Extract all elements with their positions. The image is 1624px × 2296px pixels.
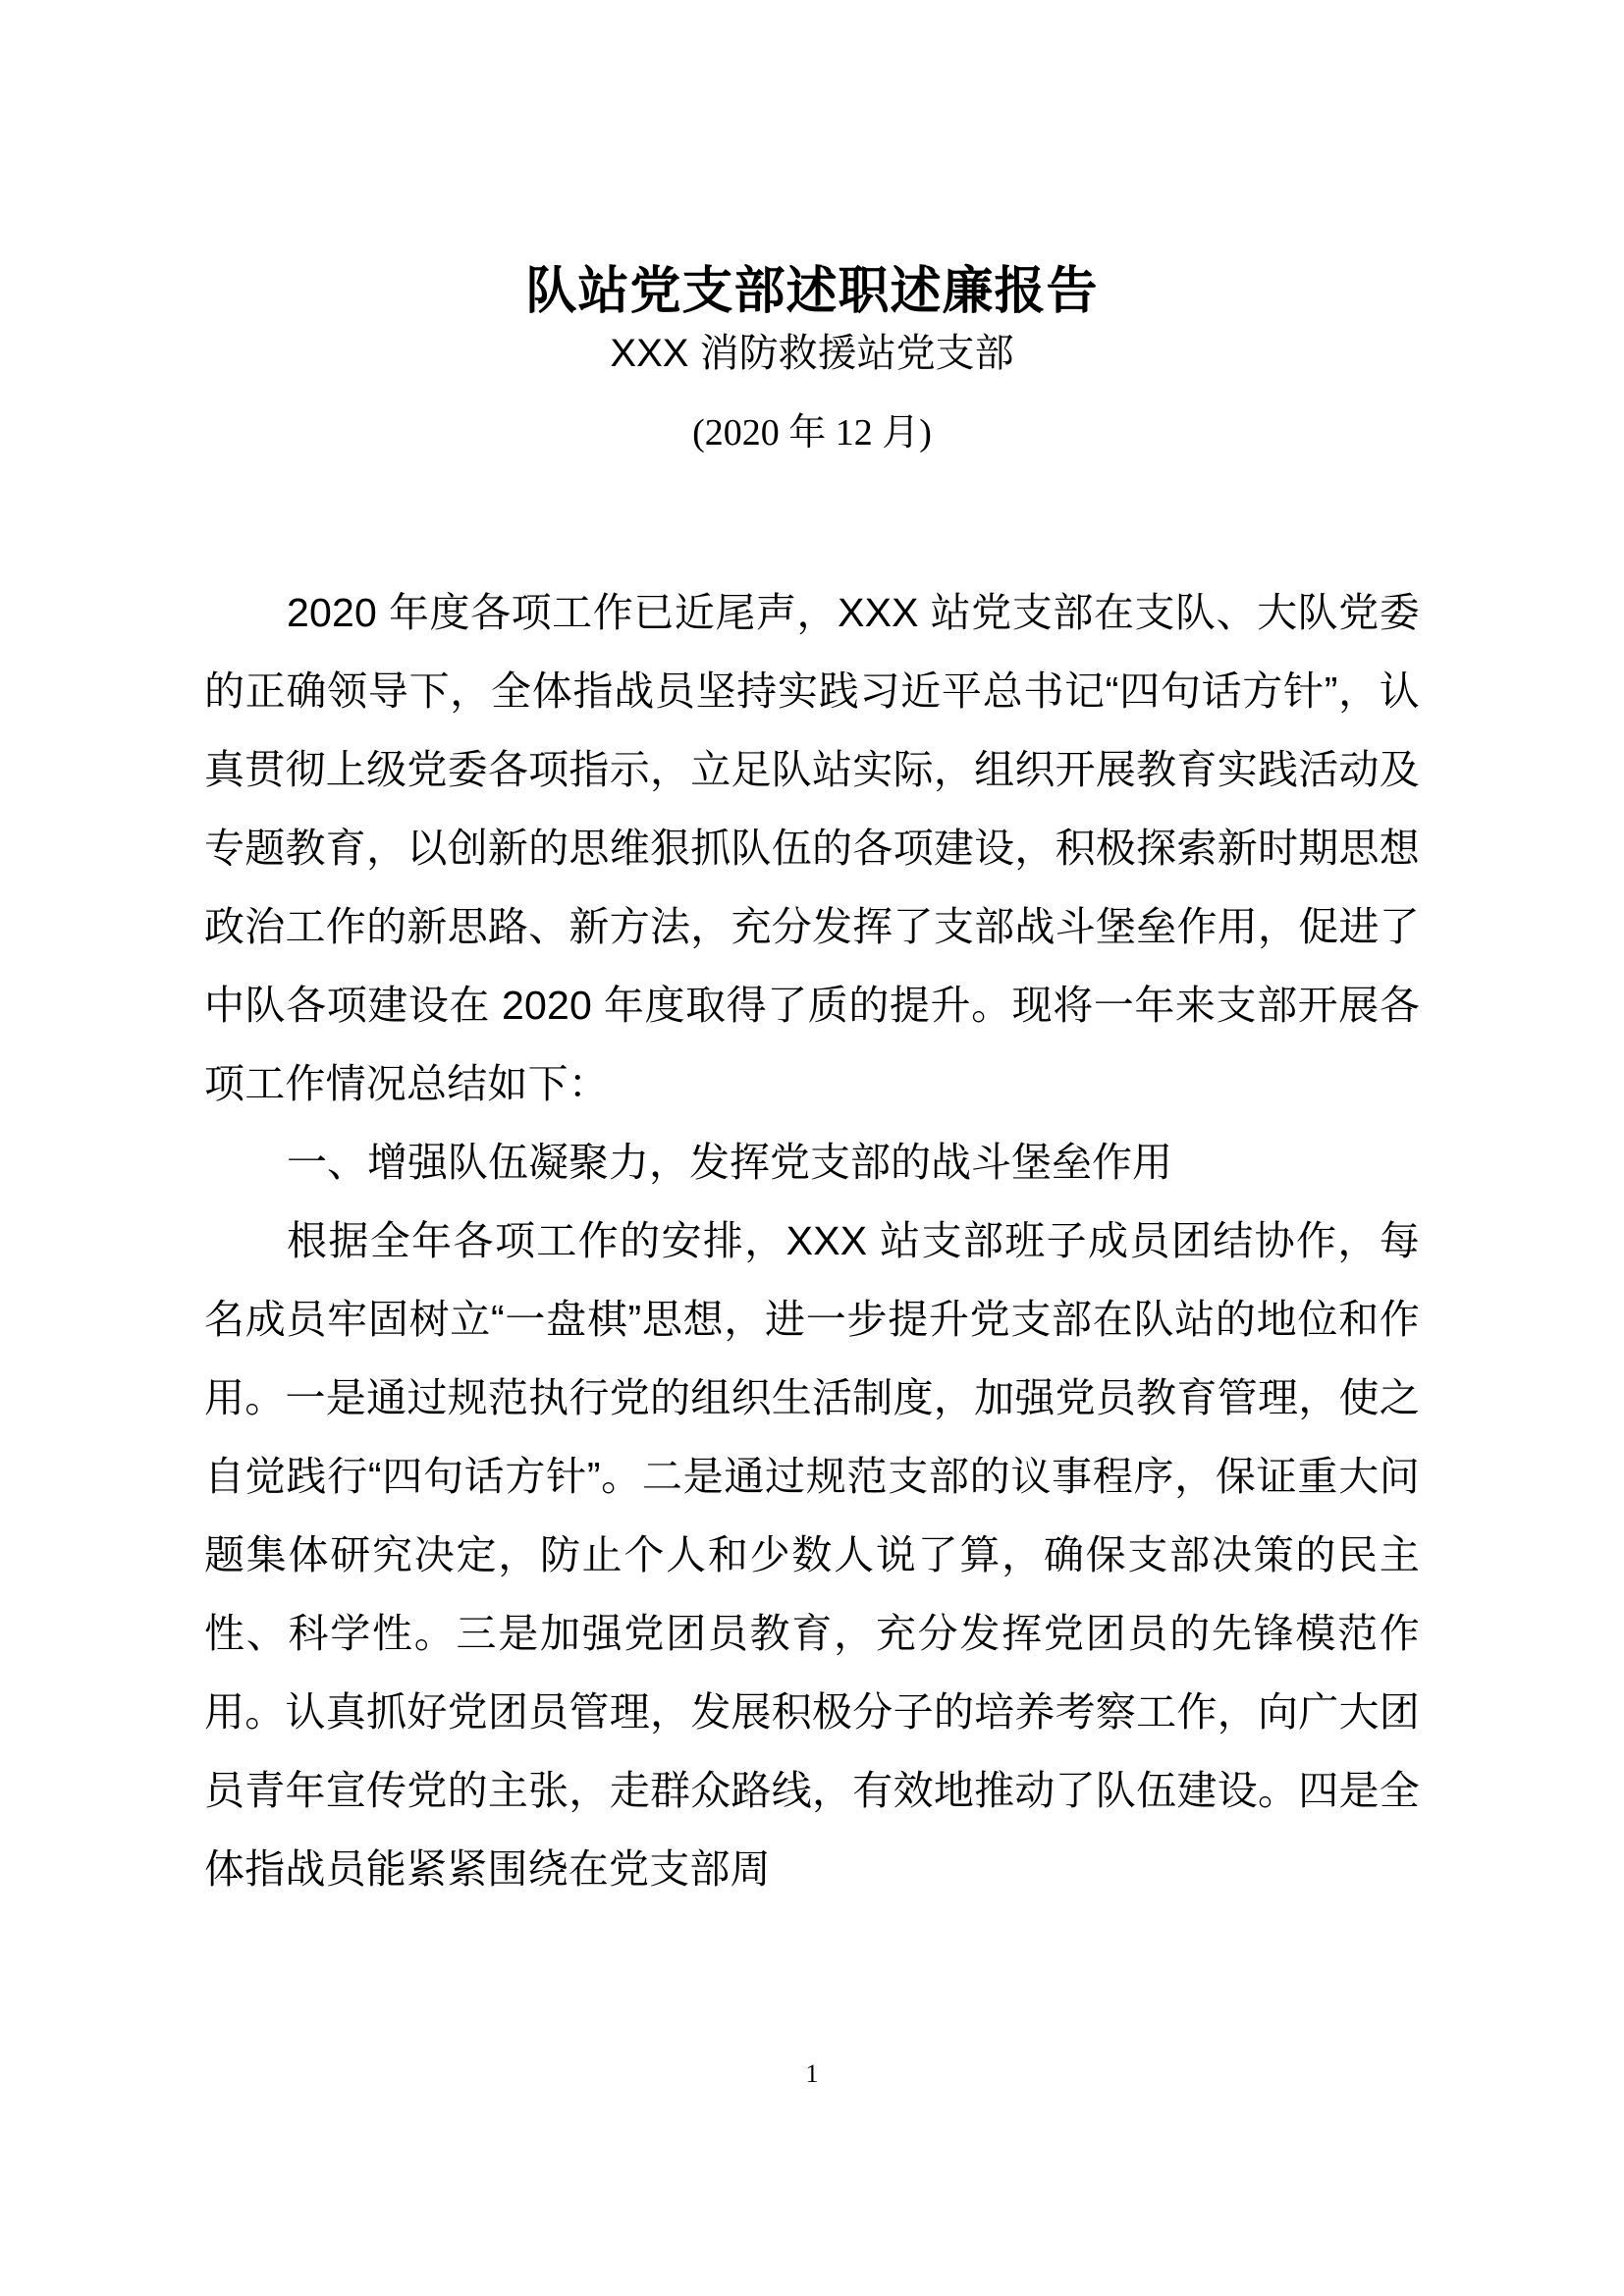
body-paragraph-2: 根据全年各项工作的安排，XXX 站支部班子成员团结协作，每名成员牢固树立“一盘棋”思想，进一步提升党支部在队站的地位和作用。一是通过规范执行党的组织生活制度，加强党员教育管理，使之自觉践行“四句话方针”。二是通过规范支部的议事程序，保证重大问题集体研究决定，防止个人和少数人说了算，确保支部决策的民主性、科学性。三是加强党团员教育，充分发挥党团员的先锋模范作用。认真抓好党团员管理，发展积极分子的培养考察工作，向广大团员青年宣传党的主张，走群众路线，有效地推动了队伍建设。四是全体指战员能紧紧围绕在党支部周 <box>204 1218 1420 1892</box>
document-subtitle: XXX 消防救援站党支部 <box>610 332 1014 375</box>
document-date: (2020 年 12 月) <box>692 412 932 454</box>
body-paragraph-1: 2020 年度各项工作已近尾声，XXX 站党支部在支队、大队党委的正确领导下，全体指战员坚持实践习近平总书记“四句话方针”，认真贯彻上级党委各项指示，立足队站实际，组织开展教育实践活动及专题教育，以创新的思维狠抓队伍的各项建设，积极探索新时期思想政治工作的新思路、新方法，充分发挥了支部战斗堡垒作用，促进了中队各项建设在 2020 年度取得了质的提升。现将一年来支部开展各项工作情况总结如下： <box>204 590 1420 1106</box>
page-number: 1 <box>805 2059 819 2088</box>
document-body <box>204 573 1420 1908</box>
page-title: 队站党支部述职述廉报告 <box>525 262 1099 320</box>
section-heading-1: 一、增强队伍凝聚力，发挥党支部的战斗堡垒作用 <box>287 1140 1172 1185</box>
